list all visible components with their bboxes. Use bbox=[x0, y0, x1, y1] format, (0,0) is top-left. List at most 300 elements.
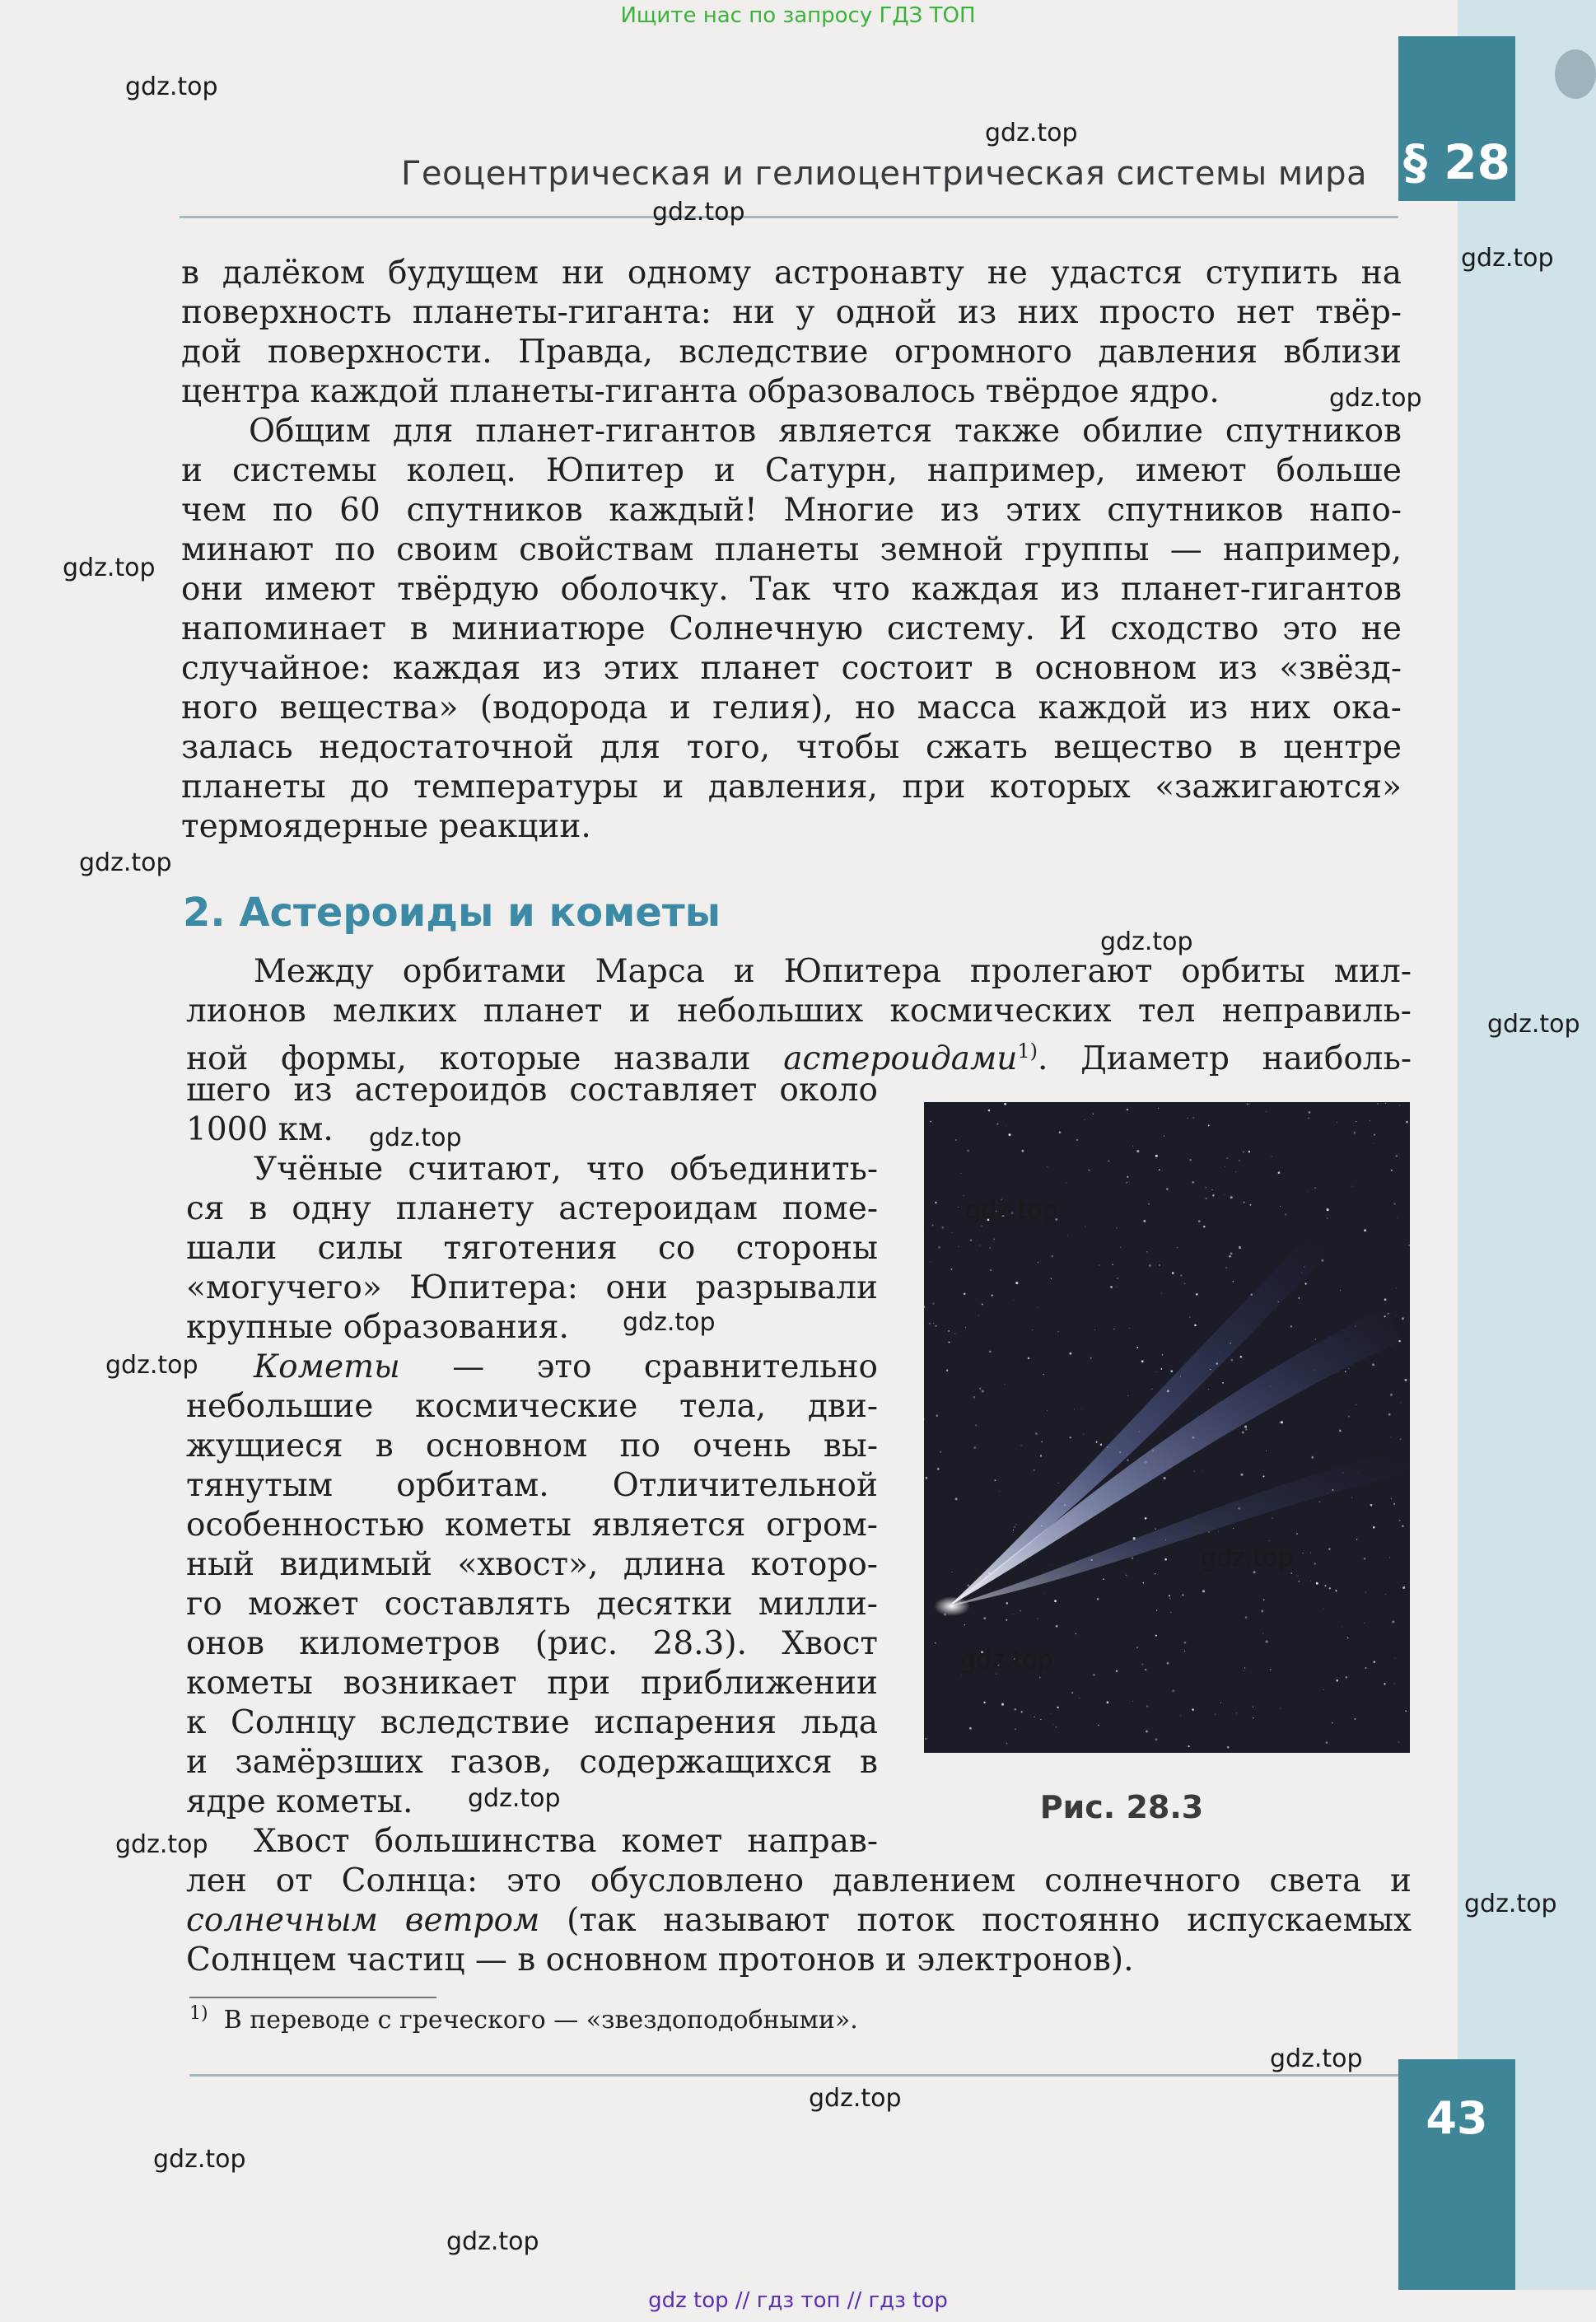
text-line: Учёные считают, что объединить- bbox=[254, 1151, 878, 1188]
text-line: онов километров (рис. 28.3). Хвост bbox=[186, 1625, 878, 1662]
star bbox=[1249, 1204, 1251, 1206]
star bbox=[1297, 1575, 1298, 1576]
star bbox=[1319, 1501, 1321, 1502]
star bbox=[1132, 1146, 1133, 1147]
watermark: gdz.top bbox=[1270, 2044, 1363, 2073]
text-line: Хвост большинства комет направ- bbox=[254, 1823, 878, 1860]
paragraph-1 bbox=[181, 254, 1402, 412]
star bbox=[1247, 1103, 1248, 1105]
star bbox=[1158, 1108, 1159, 1109]
star bbox=[1132, 1557, 1134, 1559]
star bbox=[965, 1327, 966, 1328]
star bbox=[1208, 1531, 1210, 1533]
star bbox=[951, 1232, 952, 1233]
star bbox=[1035, 1432, 1038, 1435]
star bbox=[1229, 1255, 1231, 1258]
star bbox=[1365, 1667, 1366, 1669]
text-line: и замёрзших газов, содержащихся в bbox=[186, 1744, 878, 1781]
star bbox=[1243, 1152, 1244, 1153]
star bbox=[938, 1246, 940, 1249]
star bbox=[1402, 1586, 1405, 1589]
watermark: gdz.top bbox=[1487, 1010, 1580, 1039]
star bbox=[1051, 1278, 1052, 1279]
star bbox=[1226, 1157, 1228, 1159]
star bbox=[1014, 1526, 1015, 1527]
star bbox=[1384, 1298, 1387, 1301]
star bbox=[1037, 1307, 1038, 1308]
text-line: ся в одну планету астероидам поме- bbox=[186, 1190, 878, 1227]
star bbox=[1043, 1374, 1044, 1375]
paragraph-4 bbox=[186, 1150, 878, 1348]
star bbox=[1285, 1213, 1286, 1215]
star bbox=[1316, 1582, 1318, 1585]
term-solar-wind: солнечным ветром bbox=[186, 1902, 540, 1939]
star bbox=[1004, 1384, 1005, 1385]
star bbox=[1399, 1520, 1401, 1521]
star bbox=[1230, 1359, 1233, 1362]
star bbox=[1354, 1132, 1356, 1133]
star bbox=[1155, 1635, 1157, 1637]
star bbox=[1269, 1540, 1270, 1541]
star bbox=[1056, 1726, 1057, 1728]
star bbox=[1261, 1610, 1263, 1612]
star bbox=[1184, 1651, 1185, 1652]
star bbox=[1054, 1600, 1057, 1602]
star bbox=[1041, 1441, 1043, 1442]
star bbox=[1001, 1703, 1004, 1706]
star bbox=[1245, 1428, 1247, 1430]
margin-circle bbox=[1555, 49, 1596, 99]
star bbox=[1006, 1743, 1008, 1745]
text-line: ного вещества» (водорода и гелия), но масса каждой из них ока- bbox=[181, 689, 1402, 727]
star bbox=[1189, 1317, 1190, 1318]
star bbox=[1145, 1517, 1147, 1520]
watermark: gdz.top bbox=[105, 1351, 198, 1380]
star bbox=[1398, 1741, 1399, 1742]
star bbox=[954, 1333, 955, 1334]
text-line: центра каждой планеты-гиганта образовалось твёрдое ядро. bbox=[181, 373, 1220, 410]
star bbox=[992, 1294, 993, 1296]
star bbox=[1391, 1498, 1392, 1499]
watermark: gdz.top bbox=[153, 2145, 246, 2174]
star bbox=[1194, 1325, 1197, 1327]
star bbox=[1006, 1619, 1007, 1621]
star bbox=[930, 1261, 931, 1262]
star bbox=[936, 1414, 938, 1417]
footnote-text: В переводе с греческого — «звездоподобными». bbox=[223, 2006, 858, 2035]
star bbox=[990, 1269, 992, 1271]
star bbox=[1141, 1360, 1144, 1362]
star bbox=[1244, 1667, 1245, 1668]
star bbox=[932, 1224, 934, 1226]
text-line bbox=[186, 1348, 878, 1387]
star bbox=[1127, 1176, 1128, 1178]
star bbox=[1242, 1432, 1244, 1434]
star bbox=[1057, 1707, 1058, 1708]
star bbox=[1291, 1572, 1293, 1574]
watermark: gdz.top bbox=[1201, 1544, 1294, 1572]
star bbox=[960, 1173, 961, 1174]
text-line bbox=[186, 1901, 1412, 1941]
star bbox=[973, 1446, 976, 1449]
star bbox=[1040, 1455, 1042, 1456]
star bbox=[1233, 1528, 1234, 1529]
star bbox=[1075, 1633, 1076, 1635]
text-line: ядре кометы. bbox=[186, 1783, 413, 1820]
star bbox=[1356, 1539, 1358, 1540]
star bbox=[1056, 1625, 1058, 1628]
star bbox=[1364, 1229, 1366, 1231]
star bbox=[1393, 1503, 1395, 1505]
star bbox=[1051, 1713, 1052, 1714]
star bbox=[1127, 1395, 1129, 1397]
star bbox=[1182, 1594, 1183, 1595]
star bbox=[1335, 1590, 1337, 1591]
page-number: 43 bbox=[1426, 2092, 1488, 2144]
text-line: «могучего» Юпитера: они разрывали bbox=[186, 1269, 878, 1306]
footer-rule bbox=[189, 2074, 1398, 2077]
star bbox=[1170, 1370, 1173, 1372]
star bbox=[983, 1617, 986, 1619]
star bbox=[1208, 1389, 1209, 1390]
section-heading: 2. Астероиды и кометы bbox=[183, 890, 721, 936]
star bbox=[1390, 1394, 1393, 1396]
text-line: го может составлять десятки милли- bbox=[186, 1586, 878, 1623]
star bbox=[1328, 1548, 1330, 1549]
star bbox=[1170, 1612, 1171, 1613]
star bbox=[1116, 1670, 1118, 1672]
star bbox=[1069, 1437, 1071, 1438]
star bbox=[1355, 1718, 1356, 1720]
star bbox=[1127, 1109, 1128, 1110]
watermark: gdz.top bbox=[1329, 384, 1422, 413]
star bbox=[937, 1468, 939, 1469]
star bbox=[1324, 1608, 1325, 1609]
star bbox=[1132, 1701, 1133, 1702]
star bbox=[1270, 1669, 1272, 1670]
star bbox=[1280, 1422, 1281, 1423]
star bbox=[1155, 1155, 1158, 1157]
star bbox=[1194, 1471, 1195, 1472]
star bbox=[1369, 1120, 1370, 1121]
star bbox=[1145, 1669, 1146, 1670]
star bbox=[1336, 1680, 1338, 1682]
star bbox=[1248, 1104, 1249, 1105]
star bbox=[1040, 1719, 1041, 1720]
star bbox=[1239, 1246, 1241, 1249]
star bbox=[1248, 1151, 1250, 1152]
star bbox=[1233, 1281, 1234, 1282]
text-line: шего из астероидов составляет около bbox=[186, 1072, 878, 1109]
star bbox=[1052, 1255, 1054, 1258]
star bbox=[1245, 1616, 1248, 1619]
star bbox=[1393, 1203, 1395, 1204]
star bbox=[1164, 1558, 1167, 1561]
star bbox=[1405, 1710, 1407, 1712]
star bbox=[1202, 1590, 1205, 1592]
star bbox=[995, 1479, 996, 1481]
section-number: § 28 bbox=[1403, 134, 1510, 190]
text-line bbox=[186, 1031, 1412, 1077]
star bbox=[1103, 1578, 1104, 1580]
star bbox=[1107, 1701, 1109, 1703]
star bbox=[1230, 1252, 1233, 1254]
star bbox=[1100, 1444, 1102, 1446]
star bbox=[1309, 1111, 1311, 1114]
text-line: особенностью кометы является огром- bbox=[186, 1507, 878, 1544]
watermark: gdz.top bbox=[63, 554, 156, 582]
text-line: напоминает в миниатюре Солнечную систему. И сходство это не bbox=[181, 610, 1402, 647]
text-fragment: — это сравнительно bbox=[452, 1348, 878, 1385]
paragraph-3 bbox=[186, 952, 1412, 1077]
star bbox=[1235, 1171, 1236, 1172]
text-line: чем по 60 спутников каждый! Многие из этих спутников напо- bbox=[181, 492, 1402, 529]
star bbox=[951, 1268, 953, 1270]
paragraph-3-tail bbox=[186, 1071, 878, 1150]
footnote-number: 1) bbox=[189, 2003, 208, 2024]
star bbox=[1020, 1445, 1021, 1446]
watermark: gdz.top bbox=[468, 1784, 561, 1813]
star bbox=[1129, 1328, 1130, 1329]
star bbox=[1323, 1689, 1324, 1690]
star bbox=[1401, 1403, 1402, 1404]
watermark: gdz.top bbox=[1464, 1890, 1557, 1918]
star bbox=[979, 1388, 981, 1390]
star bbox=[1136, 1347, 1138, 1348]
star bbox=[1241, 1474, 1244, 1476]
star bbox=[1394, 1683, 1395, 1684]
star bbox=[1280, 1206, 1281, 1207]
star bbox=[1164, 1477, 1166, 1479]
star bbox=[1222, 1382, 1224, 1384]
figure-caption: Рис. 28.3 bbox=[1039, 1789, 1204, 1825]
star bbox=[1208, 1124, 1210, 1126]
star bbox=[1160, 1368, 1162, 1370]
star bbox=[1180, 1716, 1181, 1717]
star bbox=[1196, 1293, 1198, 1296]
star bbox=[1180, 1274, 1182, 1276]
star bbox=[1402, 1525, 1403, 1527]
star bbox=[1408, 1245, 1410, 1246]
star bbox=[1034, 1469, 1035, 1471]
text-line: 1000 км. bbox=[186, 1111, 334, 1148]
star bbox=[942, 1226, 945, 1229]
star bbox=[1015, 1524, 1016, 1525]
star bbox=[1396, 1315, 1397, 1316]
watermark: gdz.top bbox=[369, 1124, 462, 1152]
star bbox=[1166, 1188, 1169, 1190]
star bbox=[1308, 1117, 1309, 1119]
text-line: к Солнцу вследствие испарения льда bbox=[186, 1704, 878, 1741]
footnote-mark: 1) bbox=[1017, 1040, 1038, 1063]
star bbox=[1311, 1456, 1314, 1459]
star bbox=[1266, 1641, 1268, 1643]
text-line: в далёком будущем ни одному астронавту не удастся ступить на bbox=[181, 255, 1402, 292]
star bbox=[969, 1727, 972, 1730]
star bbox=[946, 1370, 948, 1371]
text-line: небольшие космические тела, дви- bbox=[186, 1388, 878, 1425]
star bbox=[1262, 1633, 1263, 1634]
star bbox=[925, 1738, 926, 1740]
star bbox=[1004, 1103, 1006, 1105]
watermark: gdz.top bbox=[965, 1196, 1058, 1225]
paragraph-6 bbox=[186, 1862, 1412, 1980]
star bbox=[996, 1124, 998, 1125]
star bbox=[1162, 1354, 1164, 1356]
star bbox=[1127, 1460, 1128, 1461]
star bbox=[935, 1202, 936, 1203]
star bbox=[1404, 1379, 1407, 1381]
watermark: gdz.top bbox=[1461, 244, 1554, 273]
text-line: планеты до температуры и давления, при которых «зажигаются» bbox=[181, 769, 1402, 806]
paragraph-5 bbox=[186, 1348, 878, 1822]
star bbox=[1389, 1557, 1390, 1558]
star bbox=[981, 1225, 982, 1226]
watermark: gdz.top bbox=[1100, 927, 1193, 956]
star bbox=[1329, 1587, 1331, 1589]
star bbox=[978, 1315, 979, 1316]
star bbox=[1184, 1283, 1186, 1285]
star bbox=[1146, 1731, 1148, 1733]
star bbox=[1244, 1202, 1245, 1203]
star bbox=[1096, 1441, 1098, 1443]
text-fragment: . Диаметр наиболь- bbox=[1038, 1040, 1412, 1077]
star bbox=[973, 1396, 976, 1399]
star bbox=[1021, 1711, 1023, 1712]
watermark: gdz.top bbox=[79, 848, 172, 877]
star bbox=[1097, 1598, 1099, 1600]
star bbox=[1155, 1738, 1157, 1740]
text-line: Общим для планет-гигантов является также обилие спутников bbox=[249, 413, 1402, 450]
paragraph-2 bbox=[181, 412, 1402, 847]
star bbox=[1239, 1160, 1240, 1161]
star bbox=[1296, 1533, 1298, 1535]
text-line: ный видимый «хвост», длина которо- bbox=[186, 1546, 878, 1583]
star bbox=[1374, 1661, 1376, 1663]
watermark: gdz.top bbox=[115, 1830, 208, 1859]
footnote-rule bbox=[189, 1997, 436, 1998]
star bbox=[1396, 1287, 1397, 1288]
star bbox=[1136, 1647, 1138, 1649]
header-rule bbox=[180, 216, 1398, 218]
text-line: поверхность планеты-гиганта: ни у одной из них просто нет твёр- bbox=[181, 294, 1402, 331]
star bbox=[1184, 1642, 1187, 1644]
star bbox=[1236, 1712, 1237, 1713]
star bbox=[1146, 1705, 1148, 1707]
star bbox=[1156, 1610, 1158, 1611]
star bbox=[1006, 1602, 1009, 1605]
star bbox=[1088, 1170, 1090, 1171]
star bbox=[1351, 1497, 1352, 1498]
star bbox=[1053, 1724, 1054, 1725]
star bbox=[1206, 1187, 1207, 1189]
star bbox=[1211, 1189, 1212, 1190]
star bbox=[1108, 1161, 1109, 1162]
watermark: gdz.top bbox=[985, 119, 1078, 147]
text-line: жущиеся в основном по очень вы- bbox=[186, 1427, 878, 1465]
star bbox=[1136, 1150, 1139, 1152]
text-line: крупные образования. bbox=[186, 1309, 569, 1346]
star bbox=[1400, 1438, 1402, 1440]
star bbox=[975, 1424, 977, 1426]
star bbox=[1203, 1226, 1205, 1227]
star bbox=[1215, 1714, 1216, 1715]
star bbox=[958, 1207, 959, 1208]
star bbox=[1015, 1708, 1016, 1710]
star bbox=[1244, 1426, 1247, 1428]
star bbox=[1364, 1558, 1366, 1560]
star bbox=[1206, 1198, 1207, 1199]
star bbox=[1093, 1674, 1095, 1676]
star bbox=[983, 1702, 985, 1703]
star bbox=[967, 1150, 969, 1152]
watermark: gdz.top bbox=[652, 198, 745, 227]
star bbox=[930, 1121, 931, 1123]
star bbox=[988, 1110, 991, 1112]
watermark: gdz.top bbox=[809, 2084, 902, 2113]
star bbox=[1169, 1595, 1170, 1596]
star bbox=[1348, 1415, 1350, 1417]
running-header: Геоцентрическая и гелиоцентрическая системы мира bbox=[400, 155, 1367, 193]
star bbox=[955, 1497, 958, 1500]
star bbox=[933, 1323, 934, 1324]
star bbox=[1327, 1208, 1329, 1211]
star bbox=[1262, 1475, 1264, 1477]
star bbox=[1385, 1594, 1386, 1595]
star bbox=[1356, 1404, 1357, 1406]
star bbox=[1143, 1220, 1146, 1222]
star bbox=[1374, 1133, 1375, 1135]
text-line: и системы колец. Юпитер и Сатурн, например, имеют больше bbox=[181, 452, 1402, 489]
star bbox=[1388, 1413, 1391, 1416]
star bbox=[1008, 1133, 1010, 1136]
star bbox=[1324, 1585, 1326, 1586]
star bbox=[1242, 1107, 1243, 1108]
star bbox=[999, 1491, 1000, 1492]
star bbox=[1169, 1598, 1170, 1599]
text-line: Между орбитами Марса и Юпитера пролегают орбиты мил- bbox=[254, 953, 1412, 990]
star bbox=[961, 1675, 962, 1676]
star bbox=[1069, 1353, 1071, 1355]
star bbox=[1278, 1171, 1281, 1174]
star bbox=[1172, 1272, 1174, 1274]
star bbox=[1377, 1103, 1379, 1105]
text-line: они имеют твёрдую оболочку. Так что каждая из планет-гигантов bbox=[181, 571, 1402, 608]
star bbox=[1290, 1325, 1292, 1327]
star bbox=[1348, 1368, 1349, 1369]
star bbox=[1116, 1227, 1118, 1229]
text-line: залась недостаточной для того, чтобы сжать вещество в центре bbox=[181, 729, 1402, 766]
star bbox=[1044, 1416, 1045, 1417]
star bbox=[1066, 1752, 1067, 1753]
star bbox=[936, 1325, 937, 1327]
star bbox=[929, 1323, 931, 1325]
star bbox=[964, 1292, 966, 1295]
star bbox=[1159, 1264, 1160, 1266]
text-line: минают по своим свойствам планеты земной группы — например, bbox=[181, 531, 1402, 568]
star bbox=[1332, 1722, 1333, 1724]
star bbox=[1340, 1290, 1341, 1291]
star bbox=[979, 1245, 980, 1246]
star bbox=[1314, 1187, 1316, 1189]
star bbox=[1159, 1169, 1160, 1170]
star bbox=[1384, 1683, 1385, 1684]
star bbox=[982, 1390, 984, 1392]
star bbox=[1266, 1111, 1267, 1112]
star bbox=[982, 1304, 983, 1306]
star bbox=[1304, 1282, 1306, 1284]
star bbox=[1155, 1528, 1156, 1530]
